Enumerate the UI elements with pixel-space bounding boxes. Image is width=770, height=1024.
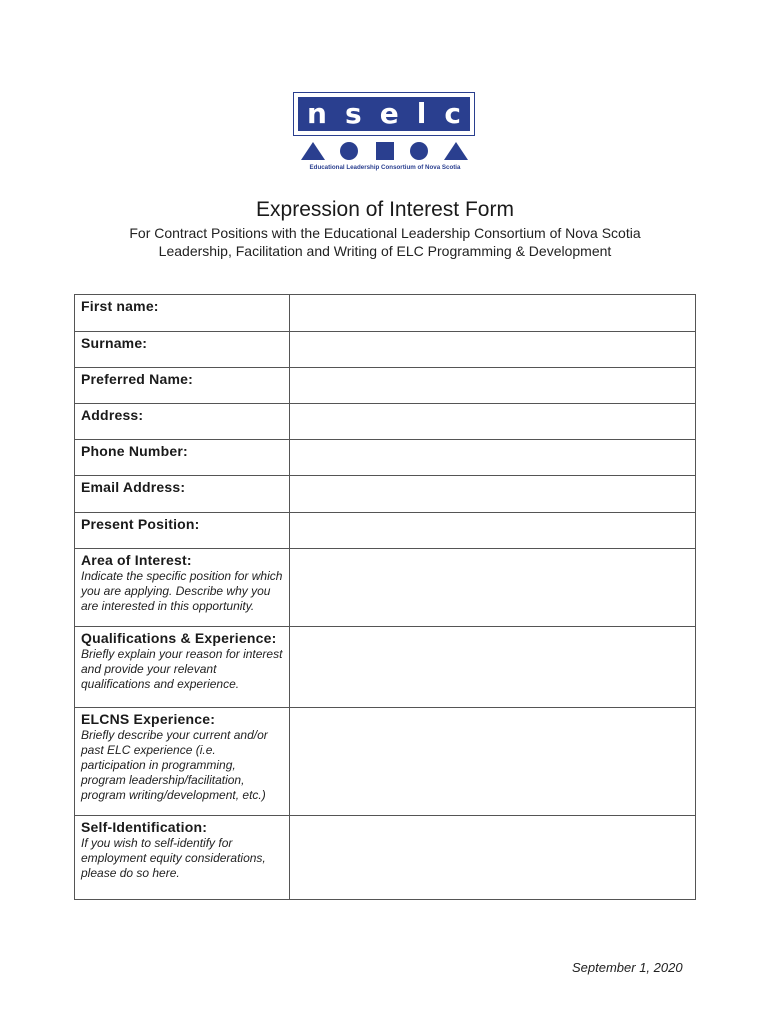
form-subtitle-line1: For Contract Positions with the Educational Leadership Consortium of Nova Scotia — [129, 225, 641, 241]
square-shape-icon — [376, 142, 394, 160]
document-date: September 1, 2020 — [572, 960, 683, 975]
address-label: Address: — [81, 407, 144, 423]
field-label-cell — [75, 513, 290, 549]
logo-letter: l — [416, 97, 427, 130]
elcns-experience-hint: Briefly describe your current and/or past ELC experience (i.e. participation in programming, program leadership/facilitation, program writing/development, etc.) — [81, 728, 268, 802]
elcns-experience-label: ELCNS Experience: — [81, 711, 216, 727]
form-row-elcns-experience — [75, 708, 696, 816]
form-row-first-name — [75, 295, 696, 332]
form-row-area-of-interest — [75, 549, 696, 627]
field-label-cell — [75, 368, 290, 404]
field-label-cell — [75, 816, 290, 900]
self-identification-label: Self-Identification: — [81, 819, 208, 835]
email-address-field[interactable] — [290, 476, 696, 513]
field-label-cell — [75, 295, 290, 332]
field-label-cell — [75, 627, 290, 708]
circle-shape-icon — [410, 142, 428, 160]
self-identification-field[interactable] — [290, 816, 696, 900]
field-label-cell — [75, 708, 290, 816]
field-label-cell — [75, 476, 290, 513]
email-address-label: Email Address: — [81, 479, 186, 495]
logo-wordmark-box — [293, 92, 475, 136]
logo-shapes — [301, 141, 469, 161]
form-title: Expression of Interest Form — [256, 198, 514, 221]
address-field[interactable] — [290, 404, 696, 440]
preferred-name-field[interactable] — [290, 368, 696, 404]
nselc-logo — [293, 92, 477, 182]
form-row-present-position — [75, 513, 696, 549]
field-label-cell — [75, 404, 290, 440]
qualifications-experience-hint: Briefly explain your reason for interest and provide your relevant qualifications and experience. — [81, 647, 283, 691]
qualifications-experience-field[interactable] — [290, 627, 696, 708]
phone-number-field[interactable] — [290, 440, 696, 476]
area-of-interest-label: Area of Interest: — [81, 552, 192, 568]
triangle-shape-icon — [301, 142, 325, 160]
form-row-self-identification — [75, 816, 696, 900]
field-label-cell — [75, 440, 290, 476]
logo-letter: e — [379, 97, 399, 130]
first-name-label: First name: — [81, 298, 159, 314]
form-subtitle-line2: Leadership, Facilitation and Writing of ELC Programming & Development — [158, 243, 612, 259]
surname-field[interactable] — [290, 332, 696, 368]
form-row-qualifications-experience — [75, 627, 696, 708]
self-identification-hint: If you wish to self-identify for employment equity considerations, please do so here. — [81, 836, 266, 880]
form-row-email-address — [75, 476, 696, 513]
logo-letter: s — [344, 97, 362, 130]
logo-letter: n — [307, 97, 327, 130]
form-row-address — [75, 404, 696, 440]
field-label-cell — [75, 549, 290, 627]
preferred-name-label: Preferred Name: — [81, 371, 193, 387]
form-row-surname — [75, 332, 696, 368]
form-row-preferred-name — [75, 368, 696, 404]
logo-letter: c — [444, 97, 461, 130]
phone-number-label: Phone Number: — [81, 443, 188, 459]
surname-label: Surname: — [81, 335, 148, 351]
application-form-table — [74, 294, 696, 900]
present-position-field[interactable] — [290, 513, 696, 549]
field-label-cell — [75, 332, 290, 368]
present-position-label: Present Position: — [81, 516, 200, 532]
first-name-field[interactable] — [290, 295, 696, 332]
triangle-shape-icon — [444, 142, 468, 160]
logo-caption: Educational Leadership Consortium of Nova Scotia — [309, 164, 461, 171]
area-of-interest-hint: Indicate the specific position for which you are applying. Describe why you are interested in this opportunity. — [81, 569, 283, 613]
area-of-interest-field[interactable] — [290, 549, 696, 627]
circle-shape-icon — [340, 142, 358, 160]
form-row-phone-number — [75, 440, 696, 476]
elcns-experience-field[interactable] — [290, 708, 696, 816]
qualifications-experience-label: Qualifications & Experience: — [81, 630, 277, 646]
